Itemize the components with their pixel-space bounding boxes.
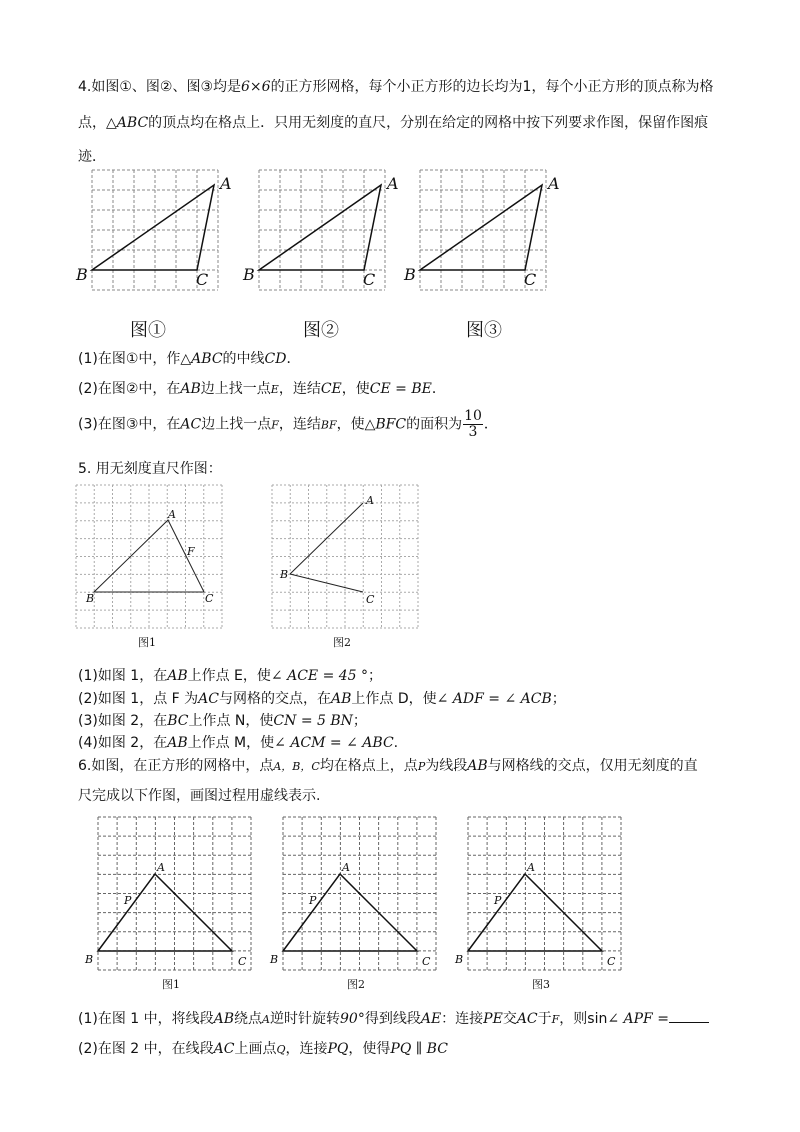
q6-caption-3: 图3 (532, 978, 550, 991)
q6-fig1-label-b: B (85, 953, 94, 966)
q6-sub1 (78, 1008, 709, 1028)
q4-text: 迹． (78, 149, 106, 165)
q4-sub2-eq: CE = BE (369, 381, 432, 397)
q5-sub1-text: ； (368, 668, 383, 684)
q5-sub3-text: ； (352, 713, 367, 729)
q6-sub2-seg: PQ (327, 1041, 349, 1057)
q5-sub4-eq: ∠ ACM = ∠ ABC (274, 735, 394, 751)
q5-fig2-label-c: C (366, 593, 375, 606)
q5-title (78, 458, 222, 478)
q6-figure-1 (98, 817, 251, 970)
q6-line1 (78, 755, 698, 775)
q5-sub1-seg: AB (167, 668, 188, 684)
q6-caption-2: 图2 (347, 978, 365, 991)
answer-blank[interactable] (669, 1010, 709, 1023)
q5-sub3-seg: BC (167, 713, 189, 729)
q6-seg: AB (467, 758, 488, 774)
q4-line1 (78, 76, 713, 96)
q5-fig1-label-f: F (187, 545, 195, 558)
q4-text: 点，△ (78, 115, 117, 131)
q4-fig2-label-c: C (363, 270, 376, 289)
q6-figure-3 (468, 817, 621, 970)
q4-line2 (78, 112, 708, 132)
q4-sub3-seg: AC (180, 416, 202, 433)
q5-sub4-text: 上作点 M，使 (187, 735, 275, 751)
q5-sub4 (78, 732, 398, 752)
q4-caption-2: 图② (303, 320, 339, 341)
q5-caption-2: 图2 (333, 636, 351, 649)
q6-sub2-point: Q (276, 1043, 286, 1056)
q6-sub1-seg: AC (516, 1011, 538, 1027)
q6-text: 尺完成以下作图，画图过程用虚线表示. (78, 788, 321, 804)
q5-sub3-text: 上作点 N，使 (188, 713, 274, 729)
q4-line3 (78, 146, 106, 166)
q4-sub2-text: ，使 (341, 381, 370, 397)
q6-fig3-label-c: C (607, 955, 616, 968)
q6-text: 为线段 (425, 758, 468, 774)
q6-fig3-label-p: P (494, 894, 502, 907)
q4-sub3-point: F (271, 418, 279, 432)
q4-sub1-seg: CD (264, 351, 287, 367)
q6-sub1-text: 得到线段 (364, 1011, 421, 1027)
q6-fig2-label-p: P (309, 894, 317, 907)
q6-sub2-eq: PQ ∥ BC (390, 1041, 448, 1057)
q6-points: A，B，C (273, 760, 320, 773)
q5-sub3-eq: CN = 5 BN (273, 713, 353, 729)
q4-sub3-text: (3)在图③中，在 (78, 416, 181, 433)
q4-sub3-fraction (463, 409, 483, 440)
q4-sub1-text: 的中线 (222, 351, 265, 367)
q6-sub2-text: ，使得 (348, 1041, 391, 1057)
q5-sub2-text: (2)如图 1，点 F 为 (78, 691, 199, 707)
q4-sub2-text: (2)在图②中，在 (78, 381, 181, 397)
q4-sub3-text: ． (483, 416, 498, 433)
q6-text: 均在格点上，点 (319, 758, 418, 774)
q6-sub1-text: ，则sin (559, 1011, 608, 1027)
q4-sub3-text: 的面积为 (406, 416, 463, 433)
q6-sub1-angle: 90° (340, 1011, 365, 1027)
q4-sub3-text: 边上找一点 (201, 416, 272, 433)
q4-fig2-label-a: A (387, 174, 399, 193)
q6-sub1-eq: ∠ APF = (607, 1011, 669, 1027)
q4-sub2-seg: AB (180, 381, 201, 397)
q5-sub4-text: (4)如图 2，在 (78, 735, 168, 751)
q5-sub2-eq: ∠ ADF = ∠ ACB (436, 691, 552, 707)
q5-sub2-text: 与网格的交点，在 (218, 691, 331, 707)
q5-sub4-seg: AB (167, 735, 188, 751)
q4-fig3-label-b: B (404, 265, 416, 284)
q6-sub1-text: 绕点 (234, 1011, 263, 1027)
q4-text: 4.如图①、图②、图③均是 (78, 79, 242, 95)
q5-fig2-label-b: B (280, 568, 289, 581)
q4-fig3-label-a: A (548, 174, 560, 193)
q6-fig1-label-a: A (157, 861, 165, 874)
q5-fig2-label-a: A (366, 494, 374, 507)
q5-fig1-label-a: A (168, 508, 176, 521)
q5-figure-2 (272, 485, 418, 628)
q4-sub2-seg: CE (320, 381, 342, 397)
q4-sub2-point: E (270, 383, 279, 396)
q4-fig2-label-b: B (243, 265, 255, 284)
q5-sub3-text: (3)如图 2，在 (78, 713, 168, 729)
q4-text: 的顶点均在格点上．只用无刻度的直尺，分别在给定的网格中按下列要求作图，保留作图痕 (148, 115, 709, 131)
q6-sub1-text: 交 (502, 1011, 517, 1027)
fraction-numerator: 10 (464, 408, 482, 424)
q5-fig1-label-b: B (86, 592, 95, 605)
q4-sub1-text: ． (286, 351, 301, 367)
q4-sub2-text: ． (431, 381, 446, 397)
q6-caption-1: 图1 (162, 978, 180, 991)
q4-fig1-label-c: C (196, 270, 209, 289)
q6-sub1-text: 于 (537, 1011, 552, 1027)
q6-sub2-text: 上画点 (234, 1041, 277, 1057)
q6-sub1-text: 逆时针旋转 (270, 1011, 340, 1027)
q5-sub4-text: . (393, 735, 399, 751)
q6-sub1-point: F (551, 1013, 560, 1026)
q4-sub3-tri: BFC (375, 416, 407, 433)
q4-sub3-text: ，使△ (336, 416, 376, 433)
fraction-denominator: 3 (468, 424, 478, 440)
q4-sub1-text: (1)在图①中，作△ (78, 351, 192, 367)
q5-sub2-seg: AB (330, 691, 352, 707)
q5-sub1-text: 上作点 E，使 (187, 668, 271, 684)
q6-text: 与网格线的交点，仅用无刻度的直 (487, 758, 698, 774)
q6-sub2-seg: AC (213, 1041, 235, 1057)
q5-sub2 (78, 688, 566, 708)
q6-fig1-label-p: P (124, 894, 132, 907)
q5-sub1-text: (1)如图 1，在 (78, 668, 168, 684)
q4-sub2-text: 边上找一点 (200, 381, 271, 397)
q6-fig3-label-a: A (527, 861, 535, 874)
q6-fig2-label-b: B (270, 953, 279, 966)
q4-grid-size: 6×6 (241, 79, 271, 95)
q6-sub1-point: A (262, 1013, 270, 1026)
q4-sub2-text: ，连结 (278, 381, 321, 397)
q6-fig2-label-a: A (342, 861, 350, 874)
q4-text: 的正方形网格，每个小正方形的边长均为1，每个小正方形的顶点称为格 (270, 79, 714, 95)
q4-caption-3: 图③ (466, 320, 502, 341)
q6-sub1-seg: AE (420, 1011, 442, 1027)
q6-figure-2 (283, 817, 436, 970)
q4-fig1-label-b: B (76, 265, 88, 284)
q5-sub2-text: 上作点 D，使 (351, 691, 437, 707)
q4-sub1 (78, 348, 300, 368)
q4-caption-1: 图① (130, 320, 166, 341)
q6-sub1-seg: AB (213, 1011, 235, 1027)
q4-sub3-text: ，连结 (278, 416, 321, 433)
q6-point-p: P (417, 760, 426, 773)
q6-sub1-text: ：连接 (441, 1011, 484, 1027)
q6-sub2 (78, 1038, 448, 1058)
q6-fig3-label-b: B (455, 953, 464, 966)
q4-fig3-label-c: C (524, 270, 537, 289)
q6-fig2-label-c: C (422, 955, 431, 968)
q5-sub2-seg: AC (198, 691, 219, 707)
q6-text: 6.如图，在正方形的网格中，点 (78, 758, 274, 774)
q6-sub2-text: ，连接 (285, 1041, 328, 1057)
q5-sub2-text: ； (551, 691, 566, 707)
q4-sub1-tri: ABC (191, 351, 223, 367)
q4-triangle-name: ABC (116, 115, 149, 131)
q6-line2 (78, 785, 320, 805)
q6-sub2-text: (2)在图 2 中，在线段 (78, 1041, 214, 1057)
q5-figure-1 (76, 485, 222, 628)
q4-sub3 (78, 409, 498, 440)
q6-sub1-seg: PE (483, 1011, 503, 1027)
q5-sub3 (78, 710, 367, 730)
q4-fig1-label-a: A (220, 174, 232, 193)
q4-sub3-seg: BF (320, 418, 337, 432)
q5-sub1 (78, 665, 382, 685)
q4-sub2 (78, 378, 446, 398)
q6-fig1-label-c: C (238, 955, 247, 968)
q5-title-text: 5. 用无刻度直尺作图： (78, 461, 222, 477)
q5-sub1-eq: ∠ ACE = 45 ° (270, 668, 369, 684)
q6-sub1-text: (1)在图 1 中，将线段 (78, 1011, 214, 1027)
q5-caption-1: 图1 (138, 636, 156, 649)
q5-fig1-label-c: C (205, 592, 214, 605)
